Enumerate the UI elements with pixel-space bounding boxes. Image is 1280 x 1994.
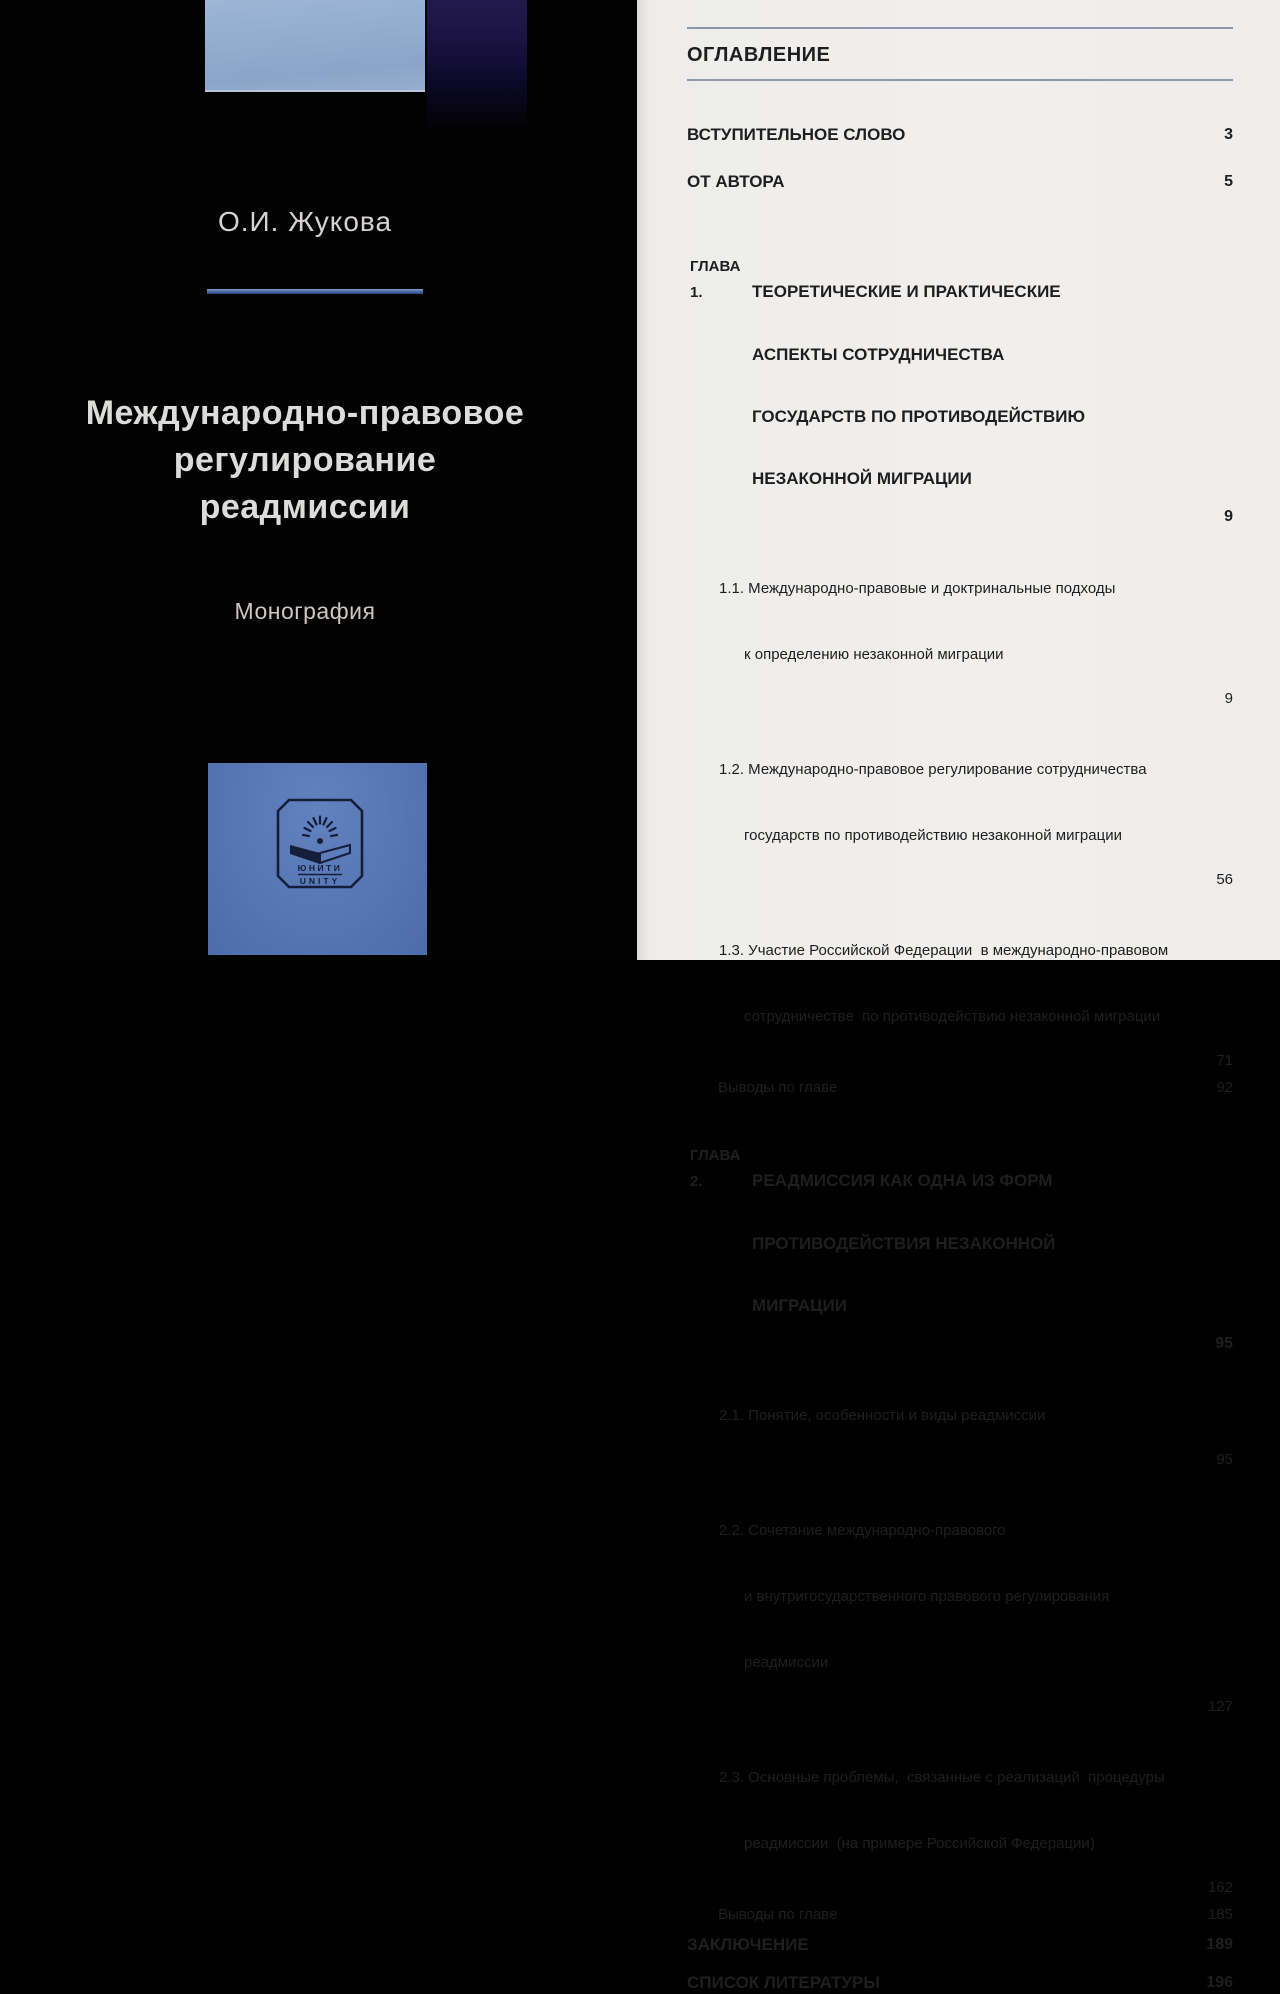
sub-entry-line: 2.3. Основные проблемы, связанные с реализаций процедуры [719, 1769, 1165, 1786]
cover-divider-line [207, 289, 423, 294]
cover-title-line: реадмиссии [199, 488, 411, 526]
toc-entry-conclusion [687, 1934, 1233, 1956]
toc-entry-title: ЗАКЛЮЧЕНИЕ [687, 1935, 809, 1954]
chapter-label: ГЛАВА 2. [690, 1147, 745, 1190]
publisher-panel [208, 763, 427, 955]
logo-open-book-icon [290, 845, 350, 864]
toc-entries [687, 124, 1233, 1994]
toc-entry-chapter-1 [690, 218, 1233, 528]
cover-subtitle: Монография [234, 598, 376, 624]
sub-entry-line: государств по противодействию незаконной миграции [744, 827, 1122, 844]
toc-entry-title [719, 896, 1206, 1072]
toc [687, 0, 1233, 1994]
sub-entry-line: 1.2. Международно-правовое регулирование сотрудничества [719, 761, 1147, 778]
toc-entry-title [719, 1476, 1198, 1718]
publisher-name-latin: UNITY [299, 876, 341, 886]
toc-page-number: 5 [1224, 173, 1233, 190]
sub-entry-line: 1.1. Международно-правовые и доктринальные подходы [719, 580, 1116, 597]
logo-sunburst-icon [303, 817, 337, 837]
sub-entry-line: реадмиссии [744, 1654, 829, 1671]
toc-page [637, 0, 1280, 1992]
chapter-title-line: МИГРАЦИИ [752, 1296, 847, 1315]
sub-entry-line: сотрудничестве по противодействию незаконной миграции [744, 1008, 1161, 1025]
toc-entry-title: Выводы по главе [718, 1906, 838, 1923]
chapter-title-line: ТЕОРЕТИЧЕСКИЕ И ПРАКТИЧЕСКИЕ [752, 282, 1061, 301]
toc-entry-title: СПИСОК ЛИТЕРАТУРЫ [687, 1973, 880, 1992]
chapter-title-line: НЕЗАКОННОЙ МИГРАЦИИ [752, 469, 972, 488]
toc-page-number: 92 [1216, 1079, 1233, 1096]
publisher-name-cyrillic: ЮНИТИ [297, 863, 343, 873]
toc-entry-from-author [687, 171, 1233, 193]
book-cover [0, 0, 637, 960]
toc-heading: ОГЛАВЛЕНИЕ [687, 44, 831, 66]
sub-entry-line: к определению незаконной миграции [744, 646, 1004, 663]
toc-entry-2-3 [719, 1723, 1233, 1899]
toc-entry-title: Выводы по главе [718, 1079, 838, 1096]
toc-entry-1-1 [719, 534, 1233, 710]
sub-entry-line: реадмиссии (на примере Российской Федерации) [744, 1835, 1095, 1852]
cover-title [70, 390, 540, 531]
toc-entry-title [719, 1361, 1206, 1471]
toc-entry-title [719, 715, 1206, 891]
toc-entry-title [719, 1723, 1198, 1899]
toc-entry-chapter-2-conclusions [718, 1904, 1233, 1926]
sub-entry-line: 1.3. Участие Российской Федерации в международно-правовом [719, 942, 1169, 959]
toc-page-number: 127 [1207, 1698, 1233, 1715]
toc-page-number: 185 [1207, 1906, 1233, 1923]
toc-entry-title [690, 218, 1214, 528]
toc-entry-2-1 [719, 1361, 1233, 1471]
toc-entry-1-3 [719, 896, 1233, 1072]
toc-top-rule [687, 27, 1233, 29]
toc-entry-1-2 [719, 715, 1233, 891]
toc-entry-intro-word [687, 124, 1233, 146]
toc-page-number: 9 [1224, 690, 1233, 707]
toc-page-number: 9 [1224, 508, 1233, 525]
toc-page-number: 189 [1206, 1936, 1233, 1953]
toc-page-number: 95 [1216, 1451, 1233, 1468]
toc-entry-2-2 [719, 1476, 1233, 1718]
chapter-title-line: АСПЕКТЫ СОТРУДНИЧЕСТВА [752, 345, 1005, 364]
cover-sky-photo [205, 0, 425, 92]
toc-entry-chapter-2 [690, 1107, 1233, 1355]
toc-bottom-rule [687, 79, 1233, 81]
sub-entry-line: и внутригосударственного правового регулирования [744, 1588, 1110, 1605]
cover-title-line: Международно-правовое [85, 394, 525, 432]
chapter-title-line: РЕАДМИССИЯ КАК ОДНА ИЗ ФОРМ [752, 1171, 1053, 1190]
sub-entry-line: 2.2. Сочетание международно-правового [719, 1522, 1006, 1539]
chapter-label: ГЛАВА 1. [690, 258, 745, 301]
toc-page-number: 95 [1215, 1335, 1233, 1352]
toc-page-number: 71 [1216, 1052, 1233, 1069]
toc-page-number: 196 [1206, 1974, 1233, 1991]
toc-entry-bibliography [687, 1972, 1233, 1994]
toc-page-number: 3 [1224, 126, 1233, 143]
chapter-title-line: ПРОТИВОДЕЙСТВИЯ НЕЗАКОННОЙ [752, 1234, 1056, 1253]
cover-night-sky-fragment [427, 0, 527, 130]
toc-entry-title [719, 534, 1215, 710]
toc-entry-chapter-1-conclusions [718, 1077, 1233, 1099]
toc-entry-title: ВСТУПИТЕЛЬНОЕ СЛОВО [687, 125, 906, 144]
chapter-title-line: ГОСУДАРСТВ ПО ПРОТИВОДЕЙСТВИЮ [752, 407, 1086, 426]
unity-publisher-logo [275, 797, 365, 890]
sub-entry-line: 2.1. Понятие, особенности и виды реадмиссии [719, 1407, 1046, 1424]
toc-page-number: 56 [1216, 871, 1233, 888]
toc-entry-title [690, 1107, 1205, 1355]
toc-page-number: 162 [1207, 1879, 1233, 1896]
logo-sun-core [317, 838, 323, 844]
toc-entry-title: ОТ АВТОРА [687, 172, 785, 191]
cover-title-line: регулирование [173, 441, 437, 479]
cover-author: О.И. Жукова [217, 206, 393, 237]
